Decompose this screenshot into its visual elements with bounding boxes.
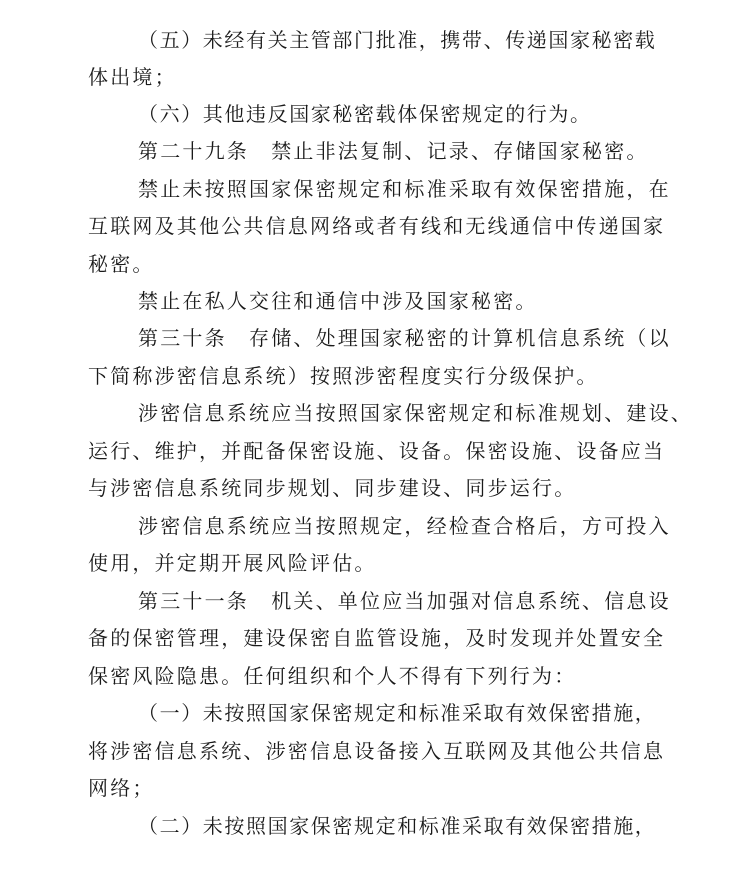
text-line: 下简称涉密信息系统）按照涉密程度实行分级保护。 <box>88 364 599 388</box>
article-heading-30: 第三十条 存储、处理国家秘密的计算机信息系统（以 <box>138 326 671 350</box>
text-line: 与涉密信息系统同步规划、同步建设、同步运行。 <box>88 476 577 500</box>
text-line: （五）未经有关主管部门批准，携带、传递国家秘密载 <box>138 28 657 52</box>
text-line: 运行、维护，并配备保密设施、设备。保密设施、设备应当 <box>88 439 666 463</box>
text-line: 网络； <box>88 776 155 800</box>
text-line: 禁止未按照国家保密规定和标准采取有效保密措施，在 <box>138 177 671 201</box>
text-line: （二）未按照国家保密规定和标准采取有效保密措施， <box>138 814 657 838</box>
text-line: 使用，并定期开展风险评估。 <box>88 551 377 575</box>
text-line: 秘密。 <box>88 252 155 276</box>
text-line: 保密风险隐患。任何组织和个人不得有下列行为： <box>88 664 577 688</box>
text-line: 体出境； <box>88 65 177 89</box>
text-line: 涉密信息系统应当按照国家保密规定和标准规划、建设、 <box>138 401 693 425</box>
text-line: 互联网及其他公共信息网络或者有线和无线通信中传递国家 <box>88 214 666 238</box>
text-line: 禁止在私人交往和通信中涉及国家秘密。 <box>138 289 538 313</box>
article-heading-31: 第三十一条 机关、单位应当加强对信息系统、信息设 <box>138 589 671 613</box>
text-line: 备的保密管理，建设保密自监管设施，及时发现并处置安全 <box>88 626 666 650</box>
text-line: 涉密信息系统应当按照规定，经检查合格后，方可投入 <box>138 514 671 538</box>
text-line: （一）未按照国家保密规定和标准采取有效保密措施， <box>138 701 657 725</box>
article-heading-29: 第二十九条 禁止非法复制、记录、存储国家秘密。 <box>138 139 649 163</box>
text-line: （六）其他违反国家秘密载体保密规定的行为。 <box>138 102 592 126</box>
text-line: 将涉密信息系统、涉密信息设备接入互联网及其他公共信息 <box>88 739 666 763</box>
